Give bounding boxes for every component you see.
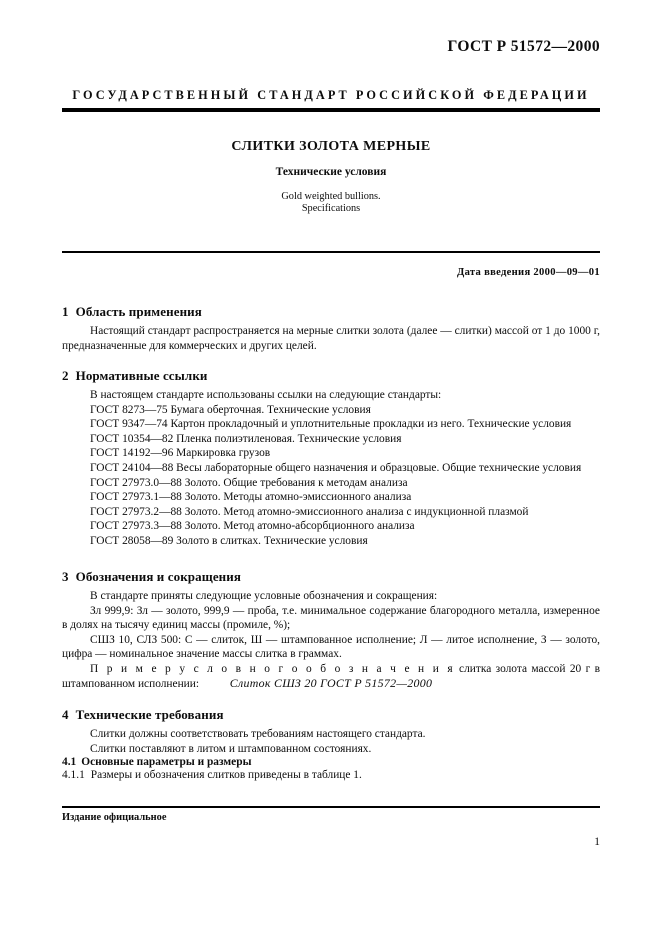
section-3-number: 3 — [62, 569, 69, 584]
official-edition-note: Издание официальное — [62, 812, 167, 823]
designation-bullion-code: СШЗ 10, СЛЗ 500: С — слиток, Ш — штампованное исполнение; Л — литое исполнение, З — золото, цифра — номинальное значение массы слитка в граммах. — [62, 633, 600, 661]
section-4-1-heading — [62, 756, 600, 768]
section-3-heading — [62, 569, 600, 585]
document-subtitle: Технические условия — [275, 166, 387, 178]
section-4-number: 4 — [62, 707, 69, 722]
english-subtitle-line: Specifications — [301, 203, 361, 215]
references-lead: В настоящем стандарте использованы ссылки на следующие стандарты: — [90, 389, 442, 401]
example-lead-rest: слитка золота массой 20 г в штампованном исполнении: — [62, 662, 600, 690]
section-2-heading — [62, 368, 600, 384]
requirements-paragraph-2: Слитки поставляют в литом и штампованном состояниях. — [90, 742, 372, 755]
section-4-body — [62, 727, 600, 783]
clause-4-1-1-text: Размеры и обозначения слитков приведены в таблице 1. — [90, 769, 362, 782]
page-number: 1 — [594, 836, 600, 848]
section-1-body — [62, 324, 600, 353]
reference-item: ГОСТ 28058—89 Золото в слитках. Технические условия — [90, 534, 368, 547]
reference-item: ГОСТ 27973.2—88 Золото. Метод атомно-эмиссионного анализа с индукционной плазмой — [90, 505, 529, 518]
requirements-paragraph-1: Слитки должны соответствовать требованиям настоящего стандарта. — [90, 728, 426, 740]
authority-line: ГОСУДАРСТВЕННЫЙ СТАНДАРТ РОССИЙСКОЙ ФЕДЕРАЦИИ — [72, 88, 590, 102]
reference-item: ГОСТ 8273—75 Бумага оберточная. Технические условия — [90, 403, 371, 416]
section-2-number: 2 — [62, 368, 69, 383]
scope-paragraph: Настоящий стандарт распространяется на мерные слитки золота (далее — слитки) массой от 1 до 1000 г, предназначенные для коммерческих и других целей. — [62, 325, 600, 352]
section-1-heading — [62, 304, 600, 320]
reference-item: ГОСТ 9347—74 Картон прокладочный и уплотнительные прокладки из него. Технические условия — [90, 418, 572, 431]
clause-4-1-1 — [62, 768, 600, 783]
designation-gold-purity: Зл 999,9: Зл — золото, 999,9 — проба, т.е. минимальное содержание благородного металла, измеренное в долях на тысячу единиц массы (промиле, %); — [62, 604, 600, 632]
reference-item: ГОСТ 14192—96 Маркировка грузов — [90, 447, 271, 460]
section-2-title: Нормативные ссылки — [75, 368, 208, 383]
section-4-title: Технические требования — [75, 707, 224, 722]
designations-lead: В стандарте приняты следующие условные обозначения и сокращения: — [90, 590, 438, 602]
document-title: СЛИТКИ ЗОЛОТА МЕРНЫЕ — [231, 139, 431, 154]
reference-item: ГОСТ 27973.1—88 Золото. Методы атомно-эмиссионного анализа — [90, 491, 412, 504]
date-rule — [62, 251, 600, 253]
section-1-number: 1 — [62, 304, 69, 319]
example-lead-emphasis: П р и м е р у с л о в н о г о о б о з н а ч е н и я — [90, 662, 455, 675]
document-code: ГОСТ Р 51572—2000 — [447, 38, 600, 55]
reference-item: ГОСТ 10354—82 Пленка полиэтиленовая. Технические условия — [90, 432, 402, 445]
section-2-body — [62, 388, 600, 549]
header-rule — [62, 108, 600, 112]
english-title-line: Gold weighted bullions. — [281, 191, 381, 202]
designation-example-block — [62, 676, 600, 691]
reference-item: ГОСТ 24104—88 Весы лабораторные общего назначения и образцовые. Общие технические условия — [90, 461, 582, 474]
section-4-heading — [62, 707, 600, 723]
designation-example-value: Слиток СШЗ 20 ГОСТ Р 51572—2000 — [229, 676, 433, 690]
document-title-english — [62, 191, 600, 216]
reference-item: ГОСТ 27973.0—88 Золото. Общие требования к методам анализа — [90, 476, 408, 489]
introduction-date: Дата введения 2000—09—01 — [456, 267, 600, 278]
reference-item: ГОСТ 27973.3—88 Золото. Метод атомно-абсорбционного анализа — [90, 520, 415, 533]
section-4-1-number: 4.1 — [62, 756, 77, 769]
footer-rule — [62, 806, 600, 808]
section-1-title: Область применения — [75, 304, 202, 319]
section-3-title: Обозначения и сокращения — [75, 569, 241, 584]
clause-4-1-1-number: 4.1.1 — [62, 769, 85, 782]
section-4-1-title: Основные параметры и размеры — [81, 756, 252, 769]
